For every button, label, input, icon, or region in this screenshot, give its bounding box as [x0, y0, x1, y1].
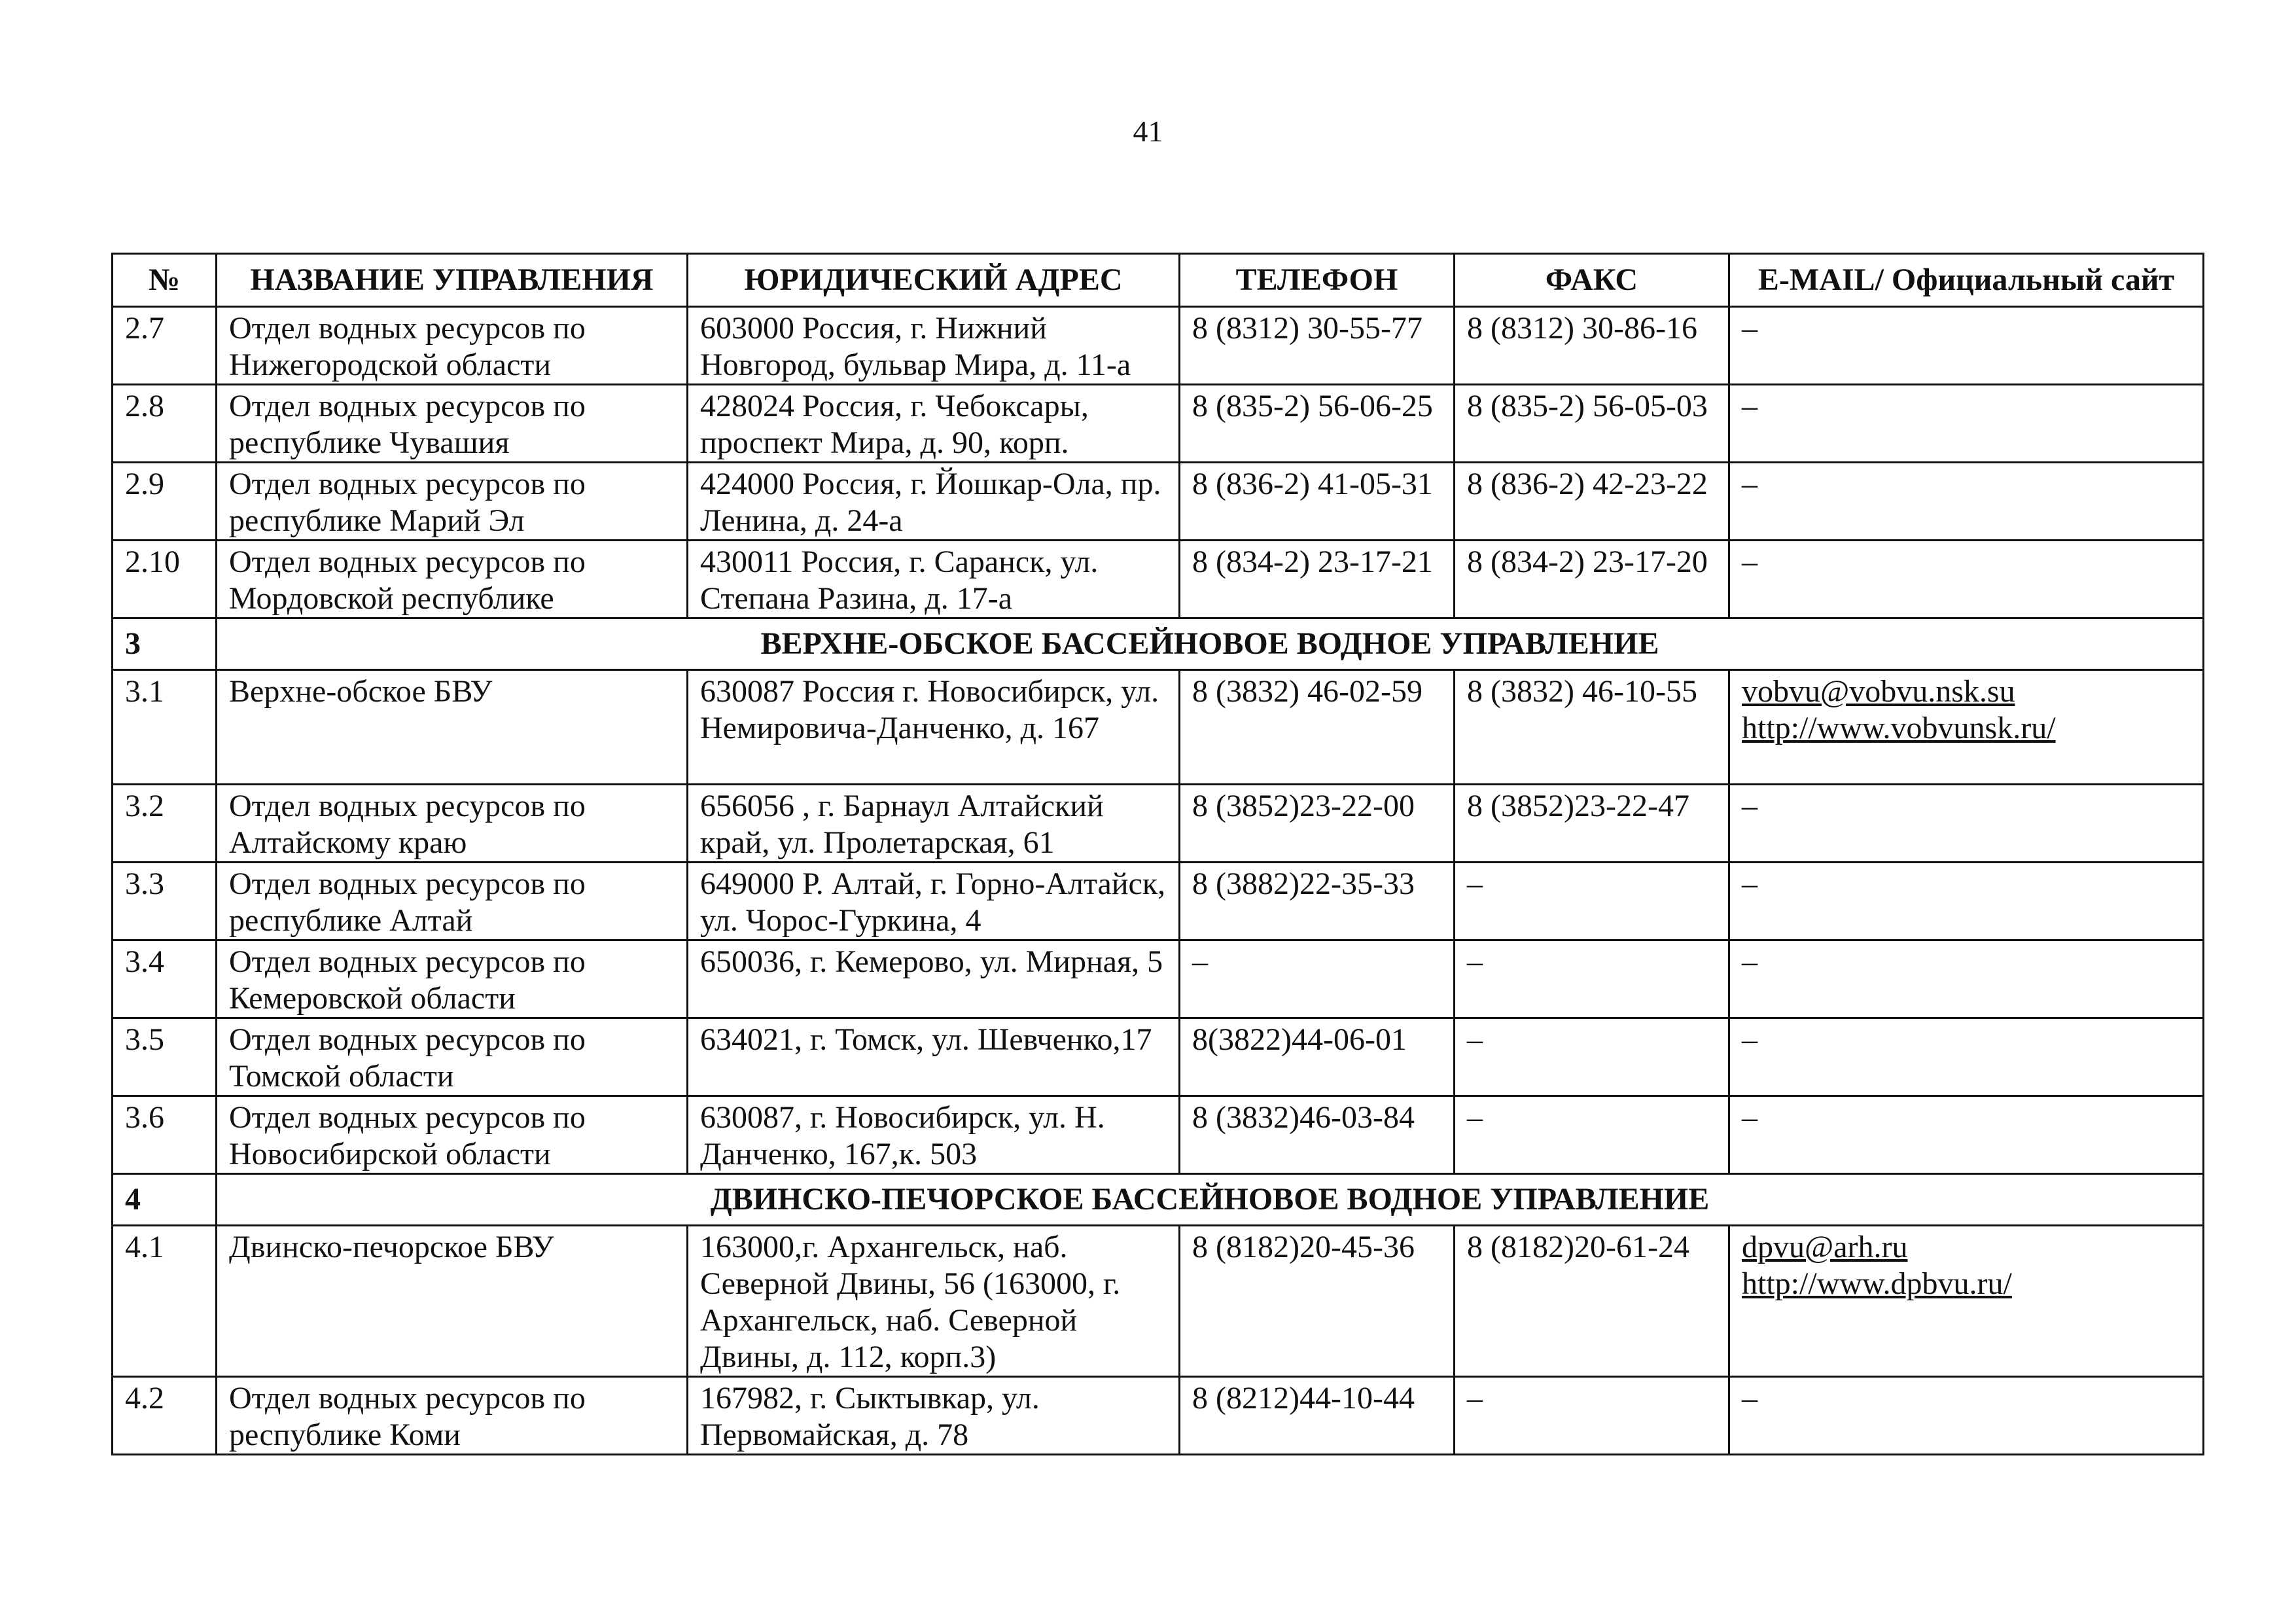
row-name: Двинско-печорское БВУ — [217, 1226, 688, 1377]
row-address: 163000,г. Архангельск, наб. Северной Двины, 56 (163000, г. Архангельск, наб. Северной Двины, д. 112, корп.3) — [688, 1226, 1180, 1377]
header-phone: ТЕЛЕФОН — [1180, 254, 1455, 307]
row-fax: 8 (3832) 46-10-55 — [1455, 670, 1729, 785]
row-phone: 8 (3852)23-22-00 — [1180, 785, 1455, 863]
page-number: 41 — [1133, 115, 1163, 148]
water-management-table — [111, 253, 2204, 1455]
row-number: 3.5 — [113, 1018, 217, 1096]
row-number: 3.1 — [113, 670, 217, 785]
row-number: 3.3 — [113, 863, 217, 940]
row-number: 3.4 — [113, 940, 217, 1018]
row-name: Отдел водных ресурсов по Нижегородской области — [217, 307, 688, 385]
row-number: 3.2 — [113, 785, 217, 863]
row-name: Отдел водных ресурсов по республике Чувашия — [217, 385, 688, 463]
row-fax: – — [1455, 863, 1729, 940]
row-address: 656056 , г. Барнаул Алтайский край, ул. Пролетарская, 61 — [688, 785, 1180, 863]
row-fax: 8 (3852)23-22-47 — [1455, 785, 1729, 863]
row-fax: 8 (835-2) 56-05-03 — [1455, 385, 1729, 463]
header-name: НАЗВАНИЕ УПРАВЛЕНИЯ — [217, 254, 688, 307]
row-name: Отдел водных ресурсов по республике Алтай — [217, 863, 688, 940]
section-title: ДВИНСКО-ПЕЧОРСКОЕ БАССЕЙНОВОЕ ВОДНОЕ УПРАВЛЕНИЕ — [217, 1174, 2204, 1226]
table-row — [113, 1096, 2204, 1174]
row-address: 650036, г. Кемерово, ул. Мирная, 5 — [688, 940, 1180, 1018]
row-phone: 8 (836-2) 41-05-31 — [1180, 463, 1455, 541]
row-email: – — [1729, 940, 2204, 1018]
row-phone: 8 (3882)22-35-33 — [1180, 863, 1455, 940]
row-number: 2.8 — [113, 385, 217, 463]
row-phone: 8 (8182)20-45-36 — [1180, 1226, 1455, 1377]
row-number: 4.2 — [113, 1377, 217, 1455]
row-email: – — [1729, 541, 2204, 618]
row-phone: 8 (835-2) 56-06-25 — [1180, 385, 1455, 463]
row-email: – — [1729, 463, 2204, 541]
row-name: Отдел водных ресурсов по Новосибирской области — [217, 1096, 688, 1174]
table-row — [113, 1377, 2204, 1455]
row-address: 603000 Россия, г. Нижний Новгород, бульвар Мира, д. 11-а — [688, 307, 1180, 385]
row-fax: 8 (834-2) 23-17-20 — [1455, 541, 1729, 618]
row-phone: 8 (3832) 46-02-59 — [1180, 670, 1455, 785]
row-email: – — [1729, 863, 2204, 940]
row-name: Отдел водных ресурсов по республике Коми — [217, 1377, 688, 1455]
row-name: Отдел водных ресурсов по Алтайскому краю — [217, 785, 688, 863]
table-header-row — [113, 254, 2204, 307]
table-row — [113, 1018, 2204, 1096]
row-number: 2.10 — [113, 541, 217, 618]
section-title: ВЕРХНЕ-ОБСКОЕ БАССЕЙНОВОЕ ВОДНОЕ УПРАВЛЕНИЕ — [217, 618, 2204, 670]
email-link[interactable]: dpvu@arh.ru — [1742, 1230, 1908, 1264]
email-link[interactable]: vobvu@vobvu.nsk.su — [1742, 674, 2015, 709]
row-fax: 8 (8312) 30-86-16 — [1455, 307, 1729, 385]
row-phone: 8 (3832)46-03-84 — [1180, 1096, 1455, 1174]
row-email: – — [1729, 785, 2204, 863]
header-address: ЮРИДИЧЕСКИЙ АДРЕС — [688, 254, 1180, 307]
row-name: Верхне-обское БВУ — [217, 670, 688, 785]
row-phone: 8(3822)44-06-01 — [1180, 1018, 1455, 1096]
website-link[interactable]: http://www.vobvunsk.ru/ — [1742, 711, 2056, 745]
row-email-site — [1729, 1226, 2204, 1377]
row-email: – — [1729, 307, 2204, 385]
row-email: – — [1729, 385, 2204, 463]
table-row — [113, 307, 2204, 385]
row-address: 634021, г. Томск, ул. Шевченко,17 — [688, 1018, 1180, 1096]
row-address: 424000 Россия, г. Йошкар-Ола, пр. Ленина, д. 24-а — [688, 463, 1180, 541]
row-fax: 8 (8182)20-61-24 — [1455, 1226, 1729, 1377]
row-address: 428024 Россия, г. Чебоксары, проспект Мира, д. 90, корп. — [688, 385, 1180, 463]
website-link[interactable]: http://www.dpbvu.ru/ — [1742, 1266, 2012, 1301]
row-phone: 8 (8312) 30-55-77 — [1180, 307, 1455, 385]
header-fax: ФАКС — [1455, 254, 1729, 307]
table-row — [113, 1226, 2204, 1377]
section-number: 4 — [113, 1174, 217, 1226]
row-address: 430011 Россия, г. Саранск, ул. Степана Разина, д. 17-а — [688, 541, 1180, 618]
row-name: Отдел водных ресурсов по Томской области — [217, 1018, 688, 1096]
row-email: – — [1729, 1096, 2204, 1174]
header-email-site: E-MAIL/ Официальный сайт — [1729, 254, 2204, 307]
row-fax: – — [1455, 940, 1729, 1018]
row-fax: – — [1455, 1018, 1729, 1096]
row-phone: 8 (834-2) 23-17-21 — [1180, 541, 1455, 618]
row-address: 649000 Р. Алтай, г. Горно-Алтайск, ул. Чорос-Гуркина, 4 — [688, 863, 1180, 940]
row-number: 4.1 — [113, 1226, 217, 1377]
row-phone: – — [1180, 940, 1455, 1018]
row-address: 630087 Россия г. Новосибирск, ул. Немировича-Данченко, д. 167 — [688, 670, 1180, 785]
row-number: 2.9 — [113, 463, 217, 541]
row-name: Отдел водных ресурсов по Кемеровской области — [217, 940, 688, 1018]
section-header-row — [113, 1174, 2204, 1226]
row-name: Отдел водных ресурсов по Мордовской республике — [217, 541, 688, 618]
row-fax: – — [1455, 1377, 1729, 1455]
row-address: 630087, г. Новосибирск, ул. Н. Данченко, 167,к. 503 — [688, 1096, 1180, 1174]
table-row — [113, 541, 2204, 618]
row-number: 2.7 — [113, 307, 217, 385]
table-row — [113, 940, 2204, 1018]
section-number: 3 — [113, 618, 217, 670]
row-fax: – — [1455, 1096, 1729, 1174]
table-row — [113, 463, 2204, 541]
row-email-site — [1729, 670, 2204, 785]
row-number: 3.6 — [113, 1096, 217, 1174]
row-email: – — [1729, 1377, 2204, 1455]
row-address: 167982, г. Сыктывкар, ул. Первомайская, д. 78 — [688, 1377, 1180, 1455]
row-name: Отдел водных ресурсов по республике Марий Эл — [217, 463, 688, 541]
table-row — [113, 385, 2204, 463]
row-email: – — [1729, 1018, 2204, 1096]
header-number: № — [113, 254, 217, 307]
table-row — [113, 785, 2204, 863]
table-row — [113, 670, 2204, 785]
table-row — [113, 863, 2204, 940]
row-fax: 8 (836-2) 42-23-22 — [1455, 463, 1729, 541]
section-header-row — [113, 618, 2204, 670]
row-phone: 8 (8212)44-10-44 — [1180, 1377, 1455, 1455]
